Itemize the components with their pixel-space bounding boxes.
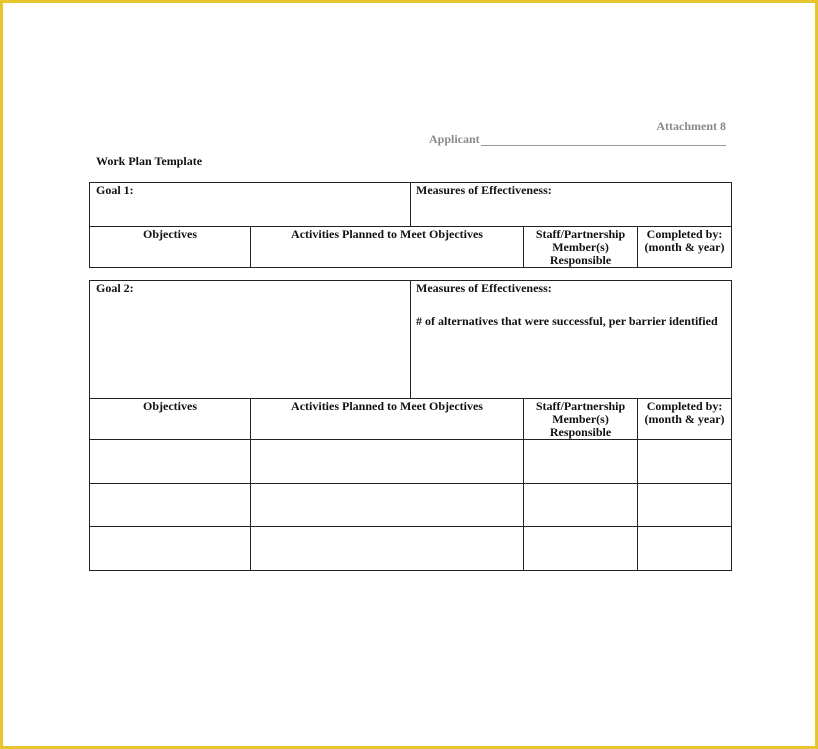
objective-cell[interactable] (90, 440, 251, 484)
goal2-measures[interactable]: Measures of Effectiveness: # of alternatives that were successful, per barrier identified (411, 281, 732, 399)
activity-cell[interactable] (251, 440, 524, 484)
objectives-header: Objectives (90, 399, 251, 440)
goal1-measures[interactable]: Measures of Effectiveness: (411, 183, 732, 227)
staff-cell[interactable] (524, 440, 638, 484)
activities-header: Activities Planned to Meet Objectives (251, 399, 524, 440)
completed-cell[interactable] (638, 484, 732, 527)
objective-cell[interactable] (90, 484, 251, 527)
applicant-label: Applicant (429, 132, 480, 146)
table-row (90, 484, 732, 527)
table-row (90, 527, 732, 571)
completed-header: Completed by: (month & year) (638, 399, 732, 440)
objectives-header: Objectives (90, 227, 251, 268)
activities-header: Activities Planned to Meet Objectives (251, 227, 524, 268)
completed-cell[interactable] (638, 527, 732, 571)
goal1-label[interactable]: Goal 1: (90, 183, 411, 227)
completed-cell[interactable] (638, 440, 732, 484)
staff-header: Staff/Partnership Member(s) Responsible (524, 227, 638, 268)
goal2-measures-note: # of alternatives that were successful, per barrier identified (416, 314, 718, 328)
attachment-label: Attachment 8 (656, 119, 726, 133)
completed-header: Completed by: (month & year) (638, 227, 732, 268)
staff-header: Staff/Partnership Member(s) Responsible (524, 399, 638, 440)
table-row (90, 440, 732, 484)
goal2-label[interactable]: Goal 2: (90, 281, 411, 399)
objective-cell[interactable] (90, 527, 251, 571)
document-title: Work Plan Template (96, 154, 203, 168)
staff-cell[interactable] (524, 527, 638, 571)
goal2-table (89, 280, 732, 571)
activity-cell[interactable] (251, 527, 524, 571)
staff-cell[interactable] (524, 484, 638, 527)
goal1-table (89, 182, 732, 268)
applicant-field-line[interactable] (481, 145, 726, 146)
activity-cell[interactable] (251, 484, 524, 527)
